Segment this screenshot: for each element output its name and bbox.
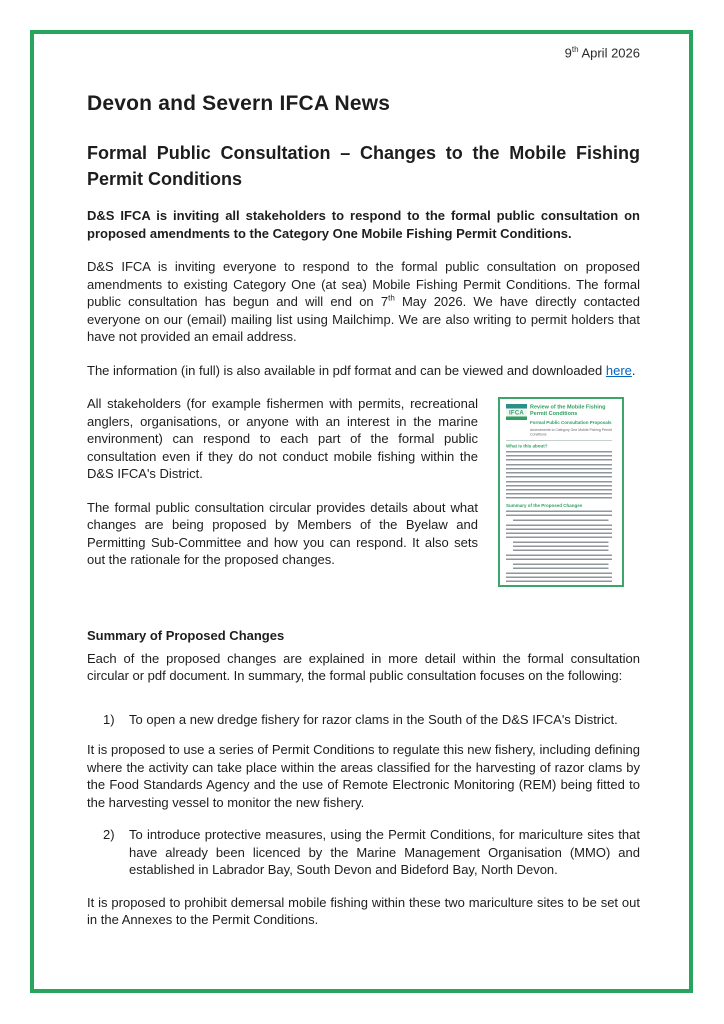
thumbnail-title: Review of the Mobile Fishing Permit Conditions [530, 404, 606, 417]
list-marker-2: 2) [103, 827, 115, 843]
thumbnail-text-placeholder [513, 542, 608, 553]
list-item-1 [87, 711, 640, 729]
thumbnail-divider [506, 440, 612, 441]
page-border-frame [30, 30, 693, 993]
pdf-info-paragraph [87, 362, 640, 380]
consultation-text-1: D&S IFCA is inviting everyone to respond to the formal public consultation on proposed amendments to existing Category One (at sea) Mobile Fishing Permit Conditions. The formal public consultation has begun and will end on 7 [87, 259, 640, 310]
thumbnail-header [506, 404, 612, 437]
thumbnail-text-placeholder [506, 555, 612, 562]
date-text [87, 42, 640, 61]
thumbnail-text-placeholder [506, 481, 612, 500]
thumbnail-text-placeholder [513, 564, 608, 571]
summary-intro-paragraph: Each of the proposed changes are explained in more detail within the formal consultation circular or pdf document. In summary, the formal public consultation focuses on the following: [87, 650, 640, 684]
list-item-2 [87, 826, 640, 879]
download-pdf-link[interactable]: here [605, 362, 632, 378]
pdf-info-text-1: The information (in full) is also available in pdf format and can be viewed and downloaded [87, 362, 606, 378]
stakeholders-paragraph: All stakeholders (for example fishermen with permits, recreational anglers, organisations, or anyone with an interest in the marine environment) can respond to each part of the formal public consultation even if they do not conduct mobile fishing within the D&S IFCA's District. [87, 396, 478, 482]
thumbnail-amendments-line: Amendments to Category One Mobile Fishing Permit Conditions [530, 428, 612, 437]
ifca-logo [506, 404, 527, 437]
thumbnail-page [506, 404, 612, 587]
thumbnail-text-placeholder [506, 451, 612, 462]
pdf-info-text-2: . [631, 362, 636, 378]
thumbnail-title-block [530, 404, 612, 437]
ifca-logo-text: IFCA [506, 409, 527, 417]
newsletter-title: Devon and Severn IFCA News [87, 92, 391, 116]
thumbnail-subtitle: Formal Public Consultation Proposals [530, 420, 612, 426]
date-day: 9 [564, 45, 572, 61]
thumbnail-section-heading: Summary of the Proposed Changes [506, 503, 583, 509]
thumbnail-text-placeholder [513, 520, 608, 523]
date-ordinal-suffix: th [571, 45, 579, 54]
consultation-pdf-thumbnail [498, 397, 624, 587]
mariculture-detail-paragraph: It is proposed to prohibit demersal mobile fishing within these two mariculture sites to be set out in the Annexes to the Permit Conditions. [87, 894, 640, 928]
circular-paragraph: The formal public consultation circular provides details about what changes are being proposed by Members of the Byelaw and Permitting Sub-Committee and how you can respond. It also sets out the rationale for the proposed changes. [87, 499, 478, 568]
summary-heading: Summary of Proposed Changes [87, 628, 285, 644]
thumbnail-text-placeholder [506, 464, 612, 479]
intro-bold-paragraph: D&S IFCA is inviting all stakeholders to respond to the formal public consultation on proposed amendments to the Category One Mobile Fishing Permit Conditions. [87, 208, 640, 241]
date-ordinal-suffix: th [388, 294, 395, 303]
thumbnail-text-placeholder [506, 525, 612, 540]
list-item-1-text: To open a new dredge fishery for razor clams in the South of the D&S IFCA's District. [129, 711, 618, 727]
thumbnail-text-placeholder [506, 511, 612, 518]
list-item-2-text: To introduce protective measures, using the Permit Conditions, for mariculture sites that have already been licenced by the Marine Management Organisation (MMO) and established in Labrador Bay, South Devon and Bideford Bay, North Devon. [129, 827, 640, 878]
date-month-year: April 2026 [578, 45, 640, 61]
consultation-paragraph [87, 258, 640, 346]
stakeholders-section [87, 395, 640, 597]
article-heading: Formal Public Consultation – Changes to the Mobile Fishing Permit Conditions [87, 143, 640, 190]
razor-detail-paragraph: It is proposed to use a series of Permit Conditions to regulate this new fishery, including defining where the activity can take place within the areas classified for the harvesting of razor clams by the Food Standards Agency and the use of Remote Electronic Monitoring (REM) being fitted to the harvesting vessel to monitor the new fishery. [87, 742, 640, 810]
thumbnail-section-heading: What is this about? [506, 443, 548, 449]
list-marker-1: 1) [103, 711, 115, 727]
consultation-text-2: May 2026. We have directly contacted everyone on our (email) mailing list using Mailchimp. We are also writing to permit holders that have not provided an email address. [87, 294, 640, 345]
ifca-logo-band [506, 417, 527, 421]
thumbnail-text-placeholder [506, 573, 612, 584]
